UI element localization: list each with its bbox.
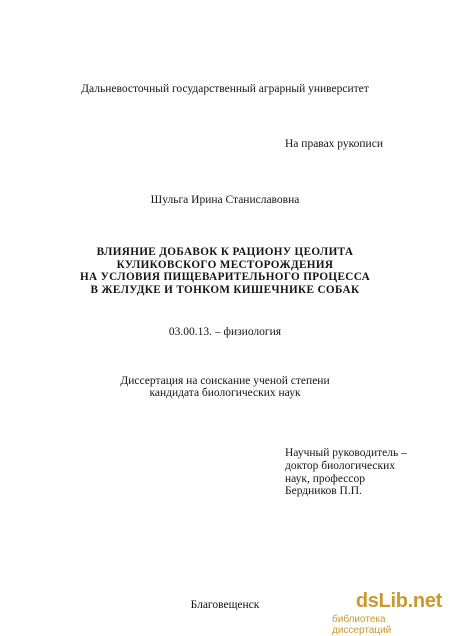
- university-name: Дальневосточный государственный аграрный университет: [81, 83, 369, 95]
- specialty-code: 03.00.13. – физиология: [168, 326, 282, 338]
- watermark-logo: dsLib.net: [355, 590, 442, 612]
- supervisor-line: наук, профессор: [285, 472, 365, 485]
- scientific-supervisor: [285, 447, 407, 498]
- author-name: Шульга Ирина Станиславовна: [150, 194, 300, 206]
- supervisor-line: Научный руководитель –: [285, 447, 407, 459]
- supervisor-line: Бердников П.П.: [285, 485, 362, 498]
- title-line: В ЖЕЛУДКЕ И ТОНКОМ КИШЕЧНИКЕ СОБАК: [90, 283, 360, 296]
- supervisor-line: доктор биологических: [285, 459, 396, 472]
- watermark-tagline: библиотека диссертаций: [332, 614, 392, 636]
- degree-line-2: кандидата биологических наук: [149, 387, 301, 399]
- dissertation-title: [0, 246, 450, 296]
- degree-line-1: Диссертация на соискание ученой степени: [120, 375, 330, 387]
- city: Благовещенск: [190, 599, 260, 611]
- manuscript-rights: На правах рукописи: [285, 138, 383, 150]
- title-line: КУЛИКОВСКОГО МЕСТОРОЖДЕНИЯ: [116, 258, 334, 271]
- title-line: НА УСЛОВИЯ ПИЩЕВАРИТЕЛЬНОГО ПРОЦЕССА: [79, 271, 371, 283]
- dslib-watermark[interactable]: [332, 590, 444, 636]
- title-line: ВЛИЯНИЕ ДОБАВОК К РАЦИОНУ ЦЕОЛИТА: [96, 246, 354, 258]
